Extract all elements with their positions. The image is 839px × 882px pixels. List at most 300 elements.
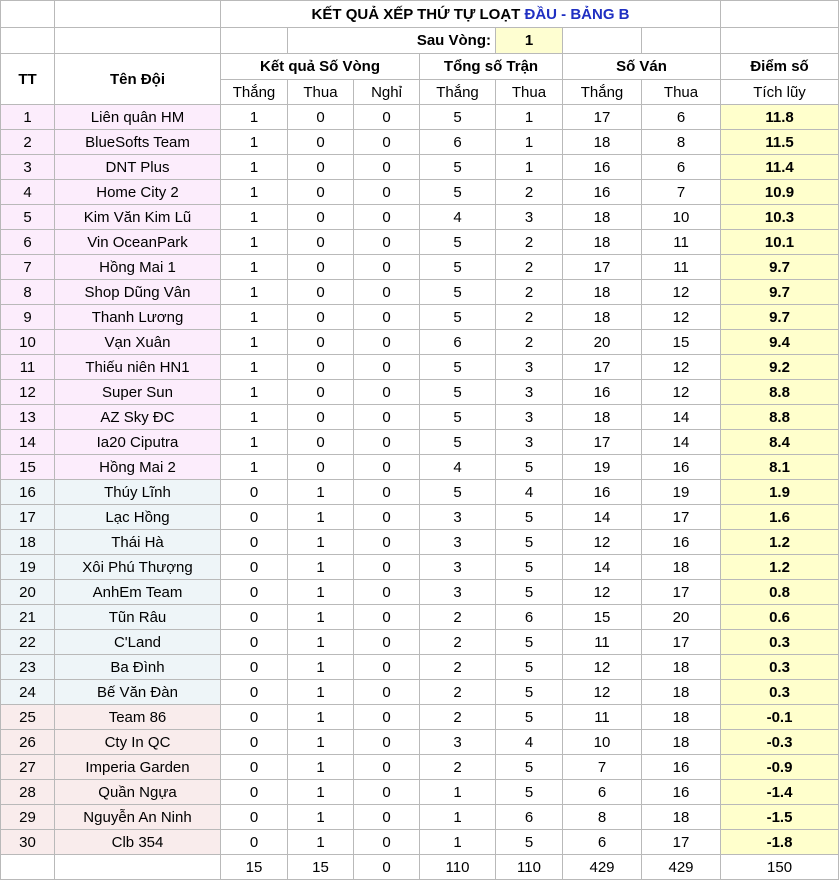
cell-match-win[interactable]: 5 <box>420 480 496 505</box>
cell-round-loss[interactable]: 0 <box>288 280 354 305</box>
cell-match-win[interactable]: 2 <box>420 755 496 780</box>
cell-tt[interactable]: 13 <box>1 405 55 430</box>
cell-game-loss[interactable]: 17 <box>642 580 721 605</box>
cell-round-rest[interactable]: 0 <box>354 205 420 230</box>
cell-game-loss[interactable]: 18 <box>642 805 721 830</box>
cell-tt[interactable]: 3 <box>1 155 55 180</box>
cell-match-loss[interactable]: 5 <box>496 780 563 805</box>
cell-team-name[interactable]: Xôi Phú Thượng <box>55 555 221 580</box>
cell-round-win[interactable]: 0 <box>221 805 288 830</box>
cell-round-rest[interactable]: 0 <box>354 780 420 805</box>
cell-round-loss[interactable]: 0 <box>288 430 354 455</box>
cell-match-win[interactable]: 5 <box>420 105 496 130</box>
cell-round-win[interactable]: 1 <box>221 305 288 330</box>
cell-match-win[interactable]: 5 <box>420 305 496 330</box>
cell-match-win[interactable]: 2 <box>420 655 496 680</box>
cell-points[interactable]: 8.4 <box>721 430 839 455</box>
cell-tt[interactable]: 20 <box>1 580 55 605</box>
cell-game-loss[interactable]: 16 <box>642 755 721 780</box>
cell-match-win[interactable]: 3 <box>420 505 496 530</box>
total-match-win[interactable]: 110 <box>420 855 496 880</box>
cell-game-loss[interactable]: 14 <box>642 405 721 430</box>
cell-round-rest[interactable]: 0 <box>354 180 420 205</box>
cell-points[interactable]: -0.9 <box>721 755 839 780</box>
cell-game-loss[interactable]: 19 <box>642 480 721 505</box>
cell-match-loss[interactable]: 1 <box>496 105 563 130</box>
cell-round-loss[interactable]: 0 <box>288 230 354 255</box>
cell-points[interactable]: 8.8 <box>721 405 839 430</box>
cell-game-loss[interactable]: 18 <box>642 655 721 680</box>
cell-round-loss[interactable]: 1 <box>288 830 354 855</box>
cell-points[interactable]: 9.4 <box>721 330 839 355</box>
cell-round-win[interactable]: 1 <box>221 230 288 255</box>
cell-team-name[interactable]: Vạn Xuân <box>55 330 221 355</box>
cell-match-loss[interactable]: 5 <box>496 580 563 605</box>
cell-tt[interactable]: 21 <box>1 605 55 630</box>
cell-game-win[interactable]: 19 <box>563 455 642 480</box>
cell-game-win[interactable]: 16 <box>563 155 642 180</box>
cell-match-loss[interactable]: 3 <box>496 380 563 405</box>
cell-game-loss[interactable]: 12 <box>642 280 721 305</box>
cell-match-loss[interactable]: 2 <box>496 280 563 305</box>
cell-points[interactable]: 8.8 <box>721 380 839 405</box>
total-game-win[interactable]: 429 <box>563 855 642 880</box>
cell-tt[interactable]: 8 <box>1 280 55 305</box>
cell-game-loss[interactable]: 6 <box>642 105 721 130</box>
cell-round-loss[interactable]: 1 <box>288 630 354 655</box>
cell-game-win[interactable]: 6 <box>563 830 642 855</box>
cell-team-name[interactable]: Kim Văn Kim Lũ <box>55 205 221 230</box>
cell-points[interactable]: 9.7 <box>721 280 839 305</box>
cell-round-rest[interactable]: 0 <box>354 155 420 180</box>
cell-match-loss[interactable]: 3 <box>496 355 563 380</box>
cell-match-loss[interactable]: 2 <box>496 180 563 205</box>
cell-tt[interactable]: 9 <box>1 305 55 330</box>
cell-round-loss[interactable]: 1 <box>288 755 354 780</box>
cell-team-name[interactable]: Thiếu niên HN1 <box>55 355 221 380</box>
cell-match-win[interactable]: 1 <box>420 805 496 830</box>
cell-match-win[interactable]: 5 <box>420 355 496 380</box>
cell-game-loss[interactable]: 16 <box>642 530 721 555</box>
cell-team-name[interactable]: AZ Sky ĐC <box>55 405 221 430</box>
cell-game-win[interactable]: 12 <box>563 580 642 605</box>
cell-match-win[interactable]: 5 <box>420 430 496 455</box>
cell-tt[interactable]: 7 <box>1 255 55 280</box>
cell-tt[interactable]: 23 <box>1 655 55 680</box>
cell-game-loss[interactable]: 15 <box>642 330 721 355</box>
cell-game-loss[interactable]: 18 <box>642 705 721 730</box>
cell-points[interactable]: 1.2 <box>721 530 839 555</box>
cell-round-loss[interactable]: 0 <box>288 330 354 355</box>
cell-match-loss[interactable]: 2 <box>496 330 563 355</box>
cell-match-loss[interactable]: 5 <box>496 455 563 480</box>
cell-match-loss[interactable]: 5 <box>496 530 563 555</box>
cell-game-loss[interactable]: 11 <box>642 230 721 255</box>
cell-points[interactable]: 11.4 <box>721 155 839 180</box>
cell-game-win[interactable]: 11 <box>563 705 642 730</box>
cell-round-loss[interactable]: 1 <box>288 505 354 530</box>
cell-tt[interactable]: 26 <box>1 730 55 755</box>
total-round-win[interactable]: 15 <box>221 855 288 880</box>
cell-round-loss[interactable]: 1 <box>288 555 354 580</box>
cell-round-rest[interactable]: 0 <box>354 630 420 655</box>
cell-team-name[interactable]: Shop Dũng Vân <box>55 280 221 305</box>
cell-game-loss[interactable]: 11 <box>642 255 721 280</box>
cell-points[interactable]: 10.9 <box>721 180 839 205</box>
cell-round-win[interactable]: 1 <box>221 255 288 280</box>
cell-round-win[interactable]: 1 <box>221 180 288 205</box>
cell-round-rest[interactable]: 0 <box>354 655 420 680</box>
cell-round-rest[interactable]: 0 <box>354 305 420 330</box>
cell-round-loss[interactable]: 0 <box>288 255 354 280</box>
cell-round-win[interactable]: 0 <box>221 580 288 605</box>
cell-team-name[interactable]: Super Sun <box>55 380 221 405</box>
cell-game-win[interactable]: 10 <box>563 730 642 755</box>
cell-round-win[interactable]: 0 <box>221 705 288 730</box>
cell-match-loss[interactable]: 1 <box>496 130 563 155</box>
cell-round-rest[interactable]: 0 <box>354 580 420 605</box>
cell-tt[interactable]: 24 <box>1 680 55 705</box>
cell-team-name[interactable]: Home City 2 <box>55 180 221 205</box>
cell-round-rest[interactable]: 0 <box>354 405 420 430</box>
cell-game-loss[interactable]: 8 <box>642 130 721 155</box>
cell-match-win[interactable]: 5 <box>420 230 496 255</box>
cell-team-name[interactable]: Thúy Lĩnh <box>55 480 221 505</box>
cell-game-loss[interactable]: 20 <box>642 605 721 630</box>
cell-round-loss[interactable]: 1 <box>288 705 354 730</box>
cell-tt[interactable]: 5 <box>1 205 55 230</box>
cell-game-win[interactable]: 11 <box>563 630 642 655</box>
cell-round-loss[interactable]: 1 <box>288 480 354 505</box>
cell-game-win[interactable]: 14 <box>563 505 642 530</box>
cell-match-loss[interactable]: 5 <box>496 755 563 780</box>
cell-round-rest[interactable]: 0 <box>354 755 420 780</box>
cell-points[interactable]: -1.8 <box>721 830 839 855</box>
cell-game-win[interactable]: 17 <box>563 355 642 380</box>
cell-round-rest[interactable]: 0 <box>354 680 420 705</box>
cell-points[interactable]: 0.8 <box>721 580 839 605</box>
cell-team-name[interactable]: Ba Đình <box>55 655 221 680</box>
cell-round-win[interactable]: 0 <box>221 830 288 855</box>
cell-round-win[interactable]: 1 <box>221 430 288 455</box>
cell-match-loss[interactable]: 5 <box>496 505 563 530</box>
cell-game-loss[interactable]: 10 <box>642 205 721 230</box>
cell-round-win[interactable]: 1 <box>221 130 288 155</box>
cell-game-win[interactable]: 14 <box>563 555 642 580</box>
cell-tt[interactable]: 28 <box>1 780 55 805</box>
cell-round-loss[interactable]: 0 <box>288 355 354 380</box>
cell-points[interactable]: 1.6 <box>721 505 839 530</box>
cell-game-win[interactable]: 8 <box>563 805 642 830</box>
cell-team-name[interactable]: Hồng Mai 1 <box>55 255 221 280</box>
cell-team-name[interactable]: Thái Hà <box>55 530 221 555</box>
cell-match-win[interactable]: 1 <box>420 830 496 855</box>
cell-round-win[interactable]: 0 <box>221 555 288 580</box>
total-game-loss[interactable]: 429 <box>642 855 721 880</box>
cell-match-loss[interactable]: 4 <box>496 730 563 755</box>
cell-round-loss[interactable]: 1 <box>288 805 354 830</box>
cell-round-rest[interactable]: 0 <box>354 230 420 255</box>
cell-match-loss[interactable]: 5 <box>496 680 563 705</box>
cell-game-win[interactable]: 18 <box>563 280 642 305</box>
cell-round-win[interactable]: 1 <box>221 330 288 355</box>
cell-tt[interactable]: 4 <box>1 180 55 205</box>
cell-round-loss[interactable]: 1 <box>288 680 354 705</box>
cell-round-rest[interactable]: 0 <box>354 805 420 830</box>
cell-round-rest[interactable]: 0 <box>354 555 420 580</box>
cell-round-rest[interactable]: 0 <box>354 280 420 305</box>
cell-match-win[interactable]: 2 <box>420 680 496 705</box>
total-round-loss[interactable]: 15 <box>288 855 354 880</box>
cell-match-loss[interactable]: 5 <box>496 630 563 655</box>
cell-round-win[interactable]: 1 <box>221 280 288 305</box>
cell-tt[interactable]: 25 <box>1 705 55 730</box>
cell-round-rest[interactable]: 0 <box>354 455 420 480</box>
cell-match-win[interactable]: 6 <box>420 330 496 355</box>
cell-points[interactable]: -0.1 <box>721 705 839 730</box>
cell-tt[interactable]: 17 <box>1 505 55 530</box>
cell-tt[interactable]: 10 <box>1 330 55 355</box>
cell-round-loss[interactable]: 0 <box>288 205 354 230</box>
cell-game-loss[interactable]: 14 <box>642 430 721 455</box>
cell-round-loss[interactable]: 1 <box>288 580 354 605</box>
cell-game-loss[interactable]: 12 <box>642 380 721 405</box>
cell-round-win[interactable]: 1 <box>221 355 288 380</box>
cell-points[interactable]: 10.3 <box>721 205 839 230</box>
cell-round-loss[interactable]: 0 <box>288 305 354 330</box>
cell-round-rest[interactable]: 0 <box>354 130 420 155</box>
cell-match-win[interactable]: 4 <box>420 455 496 480</box>
cell-game-win[interactable]: 17 <box>563 105 642 130</box>
cell-round-win[interactable]: 0 <box>221 505 288 530</box>
cell-game-win[interactable]: 18 <box>563 405 642 430</box>
cell-match-win[interactable]: 2 <box>420 630 496 655</box>
cell-round-loss[interactable]: 0 <box>288 405 354 430</box>
cell-points[interactable]: 0.3 <box>721 655 839 680</box>
cell-points[interactable]: 1.2 <box>721 555 839 580</box>
cell-team-name[interactable]: Ia20 Ciputra <box>55 430 221 455</box>
cell-team-name[interactable]: Bế Văn Đàn <box>55 680 221 705</box>
cell-round-win[interactable]: 0 <box>221 605 288 630</box>
cell-round-win[interactable]: 1 <box>221 205 288 230</box>
cell-round-rest[interactable]: 0 <box>354 355 420 380</box>
cell-game-win[interactable]: 16 <box>563 380 642 405</box>
cell-round-rest[interactable]: 0 <box>354 530 420 555</box>
cell-points[interactable]: 0.3 <box>721 680 839 705</box>
cell-match-loss[interactable]: 6 <box>496 805 563 830</box>
total-round-rest[interactable]: 0 <box>354 855 420 880</box>
cell-game-win[interactable]: 16 <box>563 480 642 505</box>
cell-round-win[interactable]: 0 <box>221 755 288 780</box>
round-value-cell[interactable]: 1 <box>496 28 563 54</box>
cell-tt[interactable]: 29 <box>1 805 55 830</box>
cell-match-win[interactable]: 1 <box>420 780 496 805</box>
cell-round-loss[interactable]: 1 <box>288 655 354 680</box>
cell-match-win[interactable]: 5 <box>420 255 496 280</box>
cell-game-win[interactable]: 15 <box>563 605 642 630</box>
cell-match-win[interactable]: 4 <box>420 205 496 230</box>
cell-round-win[interactable]: 1 <box>221 155 288 180</box>
cell-round-rest[interactable]: 0 <box>354 605 420 630</box>
cell-tt[interactable]: 27 <box>1 755 55 780</box>
cell-match-loss[interactable]: 1 <box>496 155 563 180</box>
cell-team-name[interactable]: Team 86 <box>55 705 221 730</box>
cell-game-loss[interactable]: 6 <box>642 155 721 180</box>
cell-team-name[interactable]: DNT Plus <box>55 155 221 180</box>
cell-game-win[interactable]: 12 <box>563 530 642 555</box>
cell-game-win[interactable]: 7 <box>563 755 642 780</box>
cell-match-win[interactable]: 5 <box>420 155 496 180</box>
cell-round-win[interactable]: 0 <box>221 630 288 655</box>
cell-game-loss[interactable]: 17 <box>642 630 721 655</box>
cell-round-rest[interactable]: 0 <box>354 505 420 530</box>
cell-points[interactable]: 11.5 <box>721 130 839 155</box>
cell-round-win[interactable]: 1 <box>221 405 288 430</box>
cell-tt[interactable]: 12 <box>1 380 55 405</box>
cell-tt[interactable]: 11 <box>1 355 55 380</box>
cell-match-win[interactable]: 3 <box>420 555 496 580</box>
cell-game-loss[interactable]: 12 <box>642 355 721 380</box>
cell-match-loss[interactable]: 3 <box>496 405 563 430</box>
cell-round-win[interactable]: 0 <box>221 730 288 755</box>
cell-match-win[interactable]: 5 <box>420 380 496 405</box>
cell-tt[interactable]: 2 <box>1 130 55 155</box>
cell-round-loss[interactable]: 0 <box>288 380 354 405</box>
cell-round-loss[interactable]: 0 <box>288 130 354 155</box>
cell-match-win[interactable]: 5 <box>420 405 496 430</box>
cell-match-loss[interactable]: 2 <box>496 255 563 280</box>
cell-points[interactable]: 0.3 <box>721 630 839 655</box>
cell-round-win[interactable]: 1 <box>221 105 288 130</box>
cell-points[interactable]: 10.1 <box>721 230 839 255</box>
cell-game-loss[interactable]: 16 <box>642 780 721 805</box>
cell-round-rest[interactable]: 0 <box>354 105 420 130</box>
cell-game-loss[interactable]: 7 <box>642 180 721 205</box>
cell-game-win[interactable]: 16 <box>563 180 642 205</box>
cell-points[interactable]: 1.9 <box>721 480 839 505</box>
cell-tt[interactable]: 16 <box>1 480 55 505</box>
cell-tt[interactable]: 30 <box>1 830 55 855</box>
cell-round-rest[interactable]: 0 <box>354 255 420 280</box>
cell-match-loss[interactable]: 6 <box>496 605 563 630</box>
cell-round-loss[interactable]: 0 <box>288 180 354 205</box>
cell-round-win[interactable]: 1 <box>221 380 288 405</box>
cell-game-loss[interactable]: 16 <box>642 455 721 480</box>
cell-match-win[interactable]: 6 <box>420 130 496 155</box>
cell-match-loss[interactable]: 4 <box>496 480 563 505</box>
cell-game-win[interactable]: 6 <box>563 780 642 805</box>
cell-round-rest[interactable]: 0 <box>354 705 420 730</box>
cell-round-loss[interactable]: 0 <box>288 155 354 180</box>
cell-match-loss[interactable]: 5 <box>496 705 563 730</box>
cell-match-win[interactable]: 5 <box>420 280 496 305</box>
cell-team-name[interactable]: BlueSofts Team <box>55 130 221 155</box>
cell-round-loss[interactable]: 0 <box>288 455 354 480</box>
cell-game-win[interactable]: 18 <box>563 205 642 230</box>
cell-game-loss[interactable]: 18 <box>642 680 721 705</box>
cell-game-loss[interactable]: 17 <box>642 830 721 855</box>
cell-team-name[interactable]: AnhEm Team <box>55 580 221 605</box>
cell-round-rest[interactable]: 0 <box>354 480 420 505</box>
cell-game-win[interactable]: 20 <box>563 330 642 355</box>
cell-tt[interactable]: 15 <box>1 455 55 480</box>
cell-tt[interactable]: 18 <box>1 530 55 555</box>
cell-round-rest[interactable]: 0 <box>354 730 420 755</box>
cell-game-win[interactable]: 17 <box>563 430 642 455</box>
cell-team-name[interactable]: Imperia Garden <box>55 755 221 780</box>
cell-game-loss[interactable]: 12 <box>642 305 721 330</box>
cell-team-name[interactable]: Tũn Râu <box>55 605 221 630</box>
cell-round-loss[interactable]: 1 <box>288 530 354 555</box>
cell-round-rest[interactable]: 0 <box>354 380 420 405</box>
cell-game-win[interactable]: 18 <box>563 230 642 255</box>
cell-points[interactable]: 9.7 <box>721 255 839 280</box>
cell-points[interactable]: 9.7 <box>721 305 839 330</box>
cell-team-name[interactable]: Lạc Hồng <box>55 505 221 530</box>
cell-match-win[interactable]: 2 <box>420 705 496 730</box>
cell-round-win[interactable]: 1 <box>221 455 288 480</box>
cell-team-name[interactable]: Hồng Mai 2 <box>55 455 221 480</box>
cell-points[interactable]: 8.1 <box>721 455 839 480</box>
cell-team-name[interactable]: C'Land <box>55 630 221 655</box>
cell-team-name[interactable]: Vin OceanPark <box>55 230 221 255</box>
cell-points[interactable]: 0.6 <box>721 605 839 630</box>
cell-game-loss[interactable]: 17 <box>642 505 721 530</box>
cell-round-loss[interactable]: 1 <box>288 605 354 630</box>
cell-team-name[interactable]: Cty In QC <box>55 730 221 755</box>
cell-round-loss[interactable]: 0 <box>288 105 354 130</box>
cell-team-name[interactable]: Thanh Lương <box>55 305 221 330</box>
cell-tt[interactable]: 14 <box>1 430 55 455</box>
cell-tt[interactable]: 22 <box>1 630 55 655</box>
cell-team-name[interactable]: Quần Ngựa <box>55 780 221 805</box>
total-match-loss[interactable]: 110 <box>496 855 563 880</box>
cell-match-win[interactable]: 3 <box>420 530 496 555</box>
cell-match-loss[interactable]: 5 <box>496 830 563 855</box>
cell-round-win[interactable]: 0 <box>221 680 288 705</box>
cell-match-loss[interactable]: 2 <box>496 305 563 330</box>
cell-match-loss[interactable]: 3 <box>496 205 563 230</box>
totals-blank-tt[interactable] <box>1 855 55 880</box>
cell-game-win[interactable]: 12 <box>563 655 642 680</box>
cell-round-loss[interactable]: 1 <box>288 780 354 805</box>
cell-round-rest[interactable]: 0 <box>354 330 420 355</box>
cell-game-win[interactable]: 17 <box>563 255 642 280</box>
cell-tt[interactable]: 19 <box>1 555 55 580</box>
cell-round-win[interactable]: 0 <box>221 655 288 680</box>
cell-match-loss[interactable]: 2 <box>496 230 563 255</box>
cell-tt[interactable]: 1 <box>1 105 55 130</box>
total-points[interactable]: 150 <box>721 855 839 880</box>
cell-points[interactable]: -1.5 <box>721 805 839 830</box>
cell-round-win[interactable]: 0 <box>221 530 288 555</box>
cell-points[interactable]: -1.4 <box>721 780 839 805</box>
cell-game-loss[interactable]: 18 <box>642 730 721 755</box>
cell-round-loss[interactable]: 1 <box>288 730 354 755</box>
cell-game-win[interactable]: 18 <box>563 305 642 330</box>
cell-game-loss[interactable]: 18 <box>642 555 721 580</box>
cell-points[interactable]: 11.8 <box>721 105 839 130</box>
cell-match-win[interactable]: 3 <box>420 580 496 605</box>
cell-game-win[interactable]: 18 <box>563 130 642 155</box>
cell-game-win[interactable]: 12 <box>563 680 642 705</box>
cell-match-win[interactable]: 2 <box>420 605 496 630</box>
cell-match-win[interactable]: 5 <box>420 180 496 205</box>
cell-points[interactable]: 9.2 <box>721 355 839 380</box>
cell-match-loss[interactable]: 5 <box>496 655 563 680</box>
cell-round-rest[interactable]: 0 <box>354 430 420 455</box>
cell-match-loss[interactable]: 3 <box>496 430 563 455</box>
